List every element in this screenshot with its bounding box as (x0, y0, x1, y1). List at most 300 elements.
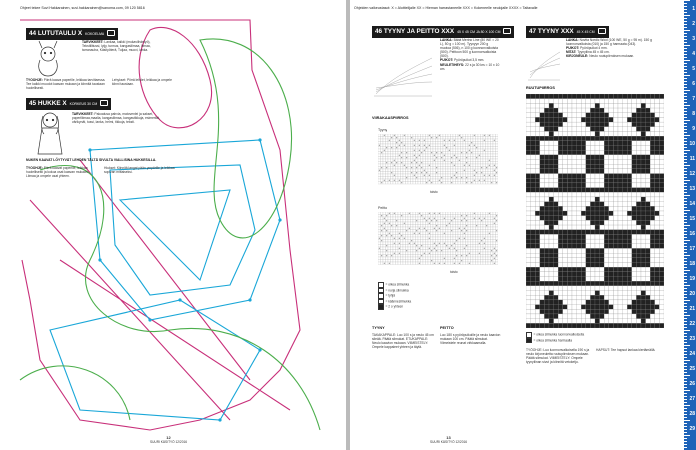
chart-cell (406, 227, 409, 230)
colorwork-cell (535, 183, 540, 188)
chart-cell (476, 247, 479, 250)
chart-cell (491, 242, 494, 245)
ruler-tick (684, 312, 687, 313)
chart-cell (436, 149, 439, 152)
colorwork-cell (590, 174, 595, 179)
colorwork-cell (531, 220, 536, 225)
chart-cell (478, 245, 481, 248)
chart-cell (471, 215, 474, 218)
chart-cell (421, 260, 424, 263)
chart-cell (448, 154, 451, 157)
colorwork-cell (618, 169, 623, 174)
chart-cell (463, 159, 466, 162)
chart-cell (413, 220, 416, 223)
chart-cell (396, 164, 399, 167)
colorwork-cell (641, 314, 646, 319)
colorwork-cell (581, 122, 586, 127)
chart-cell (461, 172, 464, 175)
chart-cell (403, 174, 406, 177)
ruler-tick (684, 414, 687, 415)
colorwork-cell (567, 136, 572, 141)
ruler-tick (684, 93, 687, 94)
colorwork-cell (535, 174, 540, 179)
colorwork-cell (659, 281, 664, 286)
chart-cell (468, 167, 471, 170)
chart-cell (448, 172, 451, 175)
colorwork-cell (613, 220, 618, 225)
colorwork-cell (544, 267, 549, 272)
colorwork-cell (595, 131, 600, 136)
chart-cell (461, 147, 464, 150)
colorwork-cell (641, 220, 646, 225)
colorwork-cell (540, 291, 545, 296)
chart-cell (438, 164, 441, 167)
chart-cell (481, 250, 484, 253)
chart-cell (488, 257, 491, 260)
chart-symbol (466, 177, 467, 178)
chart-cell (416, 154, 419, 157)
chart-cell (478, 225, 481, 228)
chart-cell (446, 262, 449, 265)
chart-cell (403, 232, 406, 235)
ruler-number: 21 (689, 306, 695, 312)
colorwork-cell (655, 117, 660, 122)
chart-cell (473, 167, 476, 170)
chart-cell (383, 242, 386, 245)
colorwork-cell (600, 319, 605, 324)
chart-symbol (429, 218, 430, 219)
colorwork-cell (558, 117, 563, 122)
ruler-tick (684, 300, 690, 301)
colorwork-cell (577, 319, 582, 324)
chart-cell (451, 240, 454, 243)
colorwork-cell (632, 248, 637, 253)
chart-cell (421, 262, 424, 265)
chart-cell (401, 154, 404, 157)
ruler-number: 20 (689, 291, 695, 297)
colorwork-cell (636, 197, 641, 202)
chart-cell (408, 177, 411, 180)
chart-cell (446, 157, 449, 160)
colorwork-cell (577, 267, 582, 272)
chart-cell (423, 235, 426, 238)
colorwork-cell (549, 323, 554, 328)
colorwork-cell (641, 99, 646, 104)
colorwork-cell (563, 267, 568, 272)
chart-symbol (399, 233, 400, 234)
colorwork-cell (563, 99, 568, 104)
chart-cell (471, 220, 474, 223)
colorwork-cell (544, 183, 549, 188)
chart-cell (453, 182, 456, 185)
colorwork-cell (627, 206, 632, 211)
chart-cell (386, 157, 389, 160)
chart-cell (478, 237, 481, 240)
chart-symbol (394, 253, 395, 254)
chart-cell (468, 227, 471, 230)
colorwork-cell (636, 230, 641, 235)
colorwork-cell (623, 248, 628, 253)
chart-cell (466, 250, 469, 253)
chart-cell (423, 220, 426, 223)
chart-cell (413, 212, 416, 215)
chart-symbol (481, 240, 482, 241)
chart-cell (458, 250, 461, 253)
chart-cell (403, 139, 406, 142)
chart-symbol (414, 175, 415, 176)
colorwork-cell (600, 253, 605, 258)
colorwork-cell (554, 248, 559, 253)
chart-symbol (444, 233, 445, 234)
chart-symbol (396, 225, 397, 226)
chart-cell (438, 260, 441, 263)
chart-symbol (401, 157, 402, 158)
chart-cell (458, 177, 461, 180)
colorwork-cell (567, 127, 572, 132)
colorwork-cell (627, 202, 632, 207)
colorwork-cell (632, 295, 637, 300)
colorwork-cell (618, 211, 623, 216)
colorwork-cell (590, 141, 595, 146)
chart-cell (481, 222, 484, 225)
item45-title: 45 HUKKE X (29, 100, 67, 107)
chart-cell (401, 137, 404, 140)
colorwork-cell (655, 253, 660, 258)
chart-cell (443, 179, 446, 182)
colorwork-cell (632, 253, 637, 258)
colorwork-cell (627, 197, 632, 202)
chart-cell (466, 242, 469, 245)
colorwork-cell (636, 253, 641, 258)
colorwork-cell (604, 216, 609, 221)
colorwork-cell (558, 230, 563, 235)
chart-cell (406, 147, 409, 150)
colorwork-cell (627, 248, 632, 253)
chart-cell (451, 139, 454, 142)
colorwork-cell (572, 108, 577, 113)
chart-symbol (479, 218, 480, 219)
colorwork-cell (544, 169, 549, 174)
colorwork-cell (554, 295, 559, 300)
colorwork-cell (600, 230, 605, 235)
chart-cell (446, 134, 449, 137)
colorwork-cell (577, 131, 582, 136)
colorwork-cell (590, 272, 595, 277)
colorwork-cell (540, 103, 545, 108)
chart-cell (396, 182, 399, 185)
colorwork-cell (526, 323, 531, 328)
colorwork-cell (549, 262, 554, 267)
colorwork-cell (540, 300, 545, 305)
colorwork-cell (590, 117, 595, 122)
colorwork-cell (563, 253, 568, 258)
chart-cell (421, 137, 424, 140)
chart-cell (418, 245, 421, 248)
chart-cell (418, 147, 421, 150)
colorwork-cell (526, 211, 531, 216)
chart-cell (393, 257, 396, 260)
chart-cell (448, 147, 451, 150)
colorwork-cell (641, 309, 646, 314)
ruler-number: 27 (689, 396, 695, 402)
ruler-tick (684, 57, 687, 58)
colorwork-cell (544, 113, 549, 118)
colorwork-cell (526, 286, 531, 291)
chart-cell (378, 262, 381, 265)
chart-cell (386, 159, 389, 162)
colorwork-cell (636, 174, 641, 179)
chart-symbol (474, 170, 475, 171)
chart-cell (441, 232, 444, 235)
ruler-number: 19 (689, 276, 695, 282)
colorwork-cell (646, 117, 651, 122)
chart-symbol (494, 263, 495, 264)
chart-cell (453, 177, 456, 180)
colorwork-cell (623, 145, 628, 150)
chart-cell (421, 142, 424, 145)
chart-cell (483, 154, 486, 157)
chart-cell (491, 262, 494, 265)
colorwork-cell (567, 253, 572, 258)
chart-cell (398, 250, 401, 253)
chart-cell (398, 227, 401, 230)
colorwork-cell (558, 113, 563, 118)
chart-cell (456, 242, 459, 245)
chart-cell (478, 139, 481, 142)
colorwork-cell (581, 131, 586, 136)
colorwork-cell (572, 197, 577, 202)
chart-cell (486, 137, 489, 140)
colorwork-cell (563, 300, 568, 305)
colorwork-cell (655, 258, 660, 263)
colorwork-cell (618, 234, 623, 239)
colorwork-cell (650, 188, 655, 193)
chart-cell (461, 139, 464, 142)
colorwork-cell (581, 272, 586, 277)
chart-cell (411, 134, 414, 137)
chart-cell (488, 147, 491, 150)
colorwork-cell (600, 277, 605, 282)
colorwork-cell (572, 192, 577, 197)
chart-cell (398, 217, 401, 220)
colorwork-cell (577, 309, 582, 314)
chart-symbol (491, 250, 492, 251)
colorwork-cell (641, 211, 646, 216)
colorwork-cell (567, 197, 572, 202)
chart-cell (481, 142, 484, 145)
chart-cell (471, 134, 474, 137)
chart-symbol (381, 240, 382, 241)
chart-cell (391, 149, 394, 152)
colorwork-cell (646, 239, 651, 244)
chart-cell (473, 149, 476, 152)
chart-symbol (456, 157, 457, 158)
chart-symbol (474, 145, 475, 146)
chart-cell (383, 147, 386, 150)
ruler-tick (684, 150, 690, 151)
colorwork-cell (650, 216, 655, 221)
chart-cell (418, 169, 421, 172)
colorwork-cell (577, 281, 582, 286)
chart-cell (453, 134, 456, 137)
chart-cell (466, 222, 469, 225)
chart-cell (403, 162, 406, 165)
colorwork-cell (641, 117, 646, 122)
colorwork-cell (581, 323, 586, 328)
chart-cell (406, 215, 409, 218)
colorwork-cell (590, 291, 595, 296)
colorwork-cell (567, 155, 572, 160)
chart-cell (378, 217, 381, 220)
colorwork-cell (577, 197, 582, 202)
chart-cell (448, 235, 451, 238)
chart-symbol (431, 250, 432, 251)
colorwork-cell (531, 291, 536, 296)
chart-cell (443, 240, 446, 243)
chart-cell (458, 144, 461, 147)
ruler-tick (684, 267, 687, 268)
chart-cell (481, 144, 484, 147)
chart-cell (468, 255, 471, 258)
colorwork-cell (540, 150, 545, 155)
colorwork-cell (531, 99, 536, 104)
colorwork-cell (554, 192, 559, 197)
colorwork-cell (526, 202, 531, 207)
chart-cell (436, 242, 439, 245)
colorwork-cell (554, 230, 559, 235)
chart-cell (433, 157, 436, 160)
colorwork-cell (595, 113, 600, 118)
chart-symbol (406, 152, 407, 153)
colorwork-cell (623, 234, 628, 239)
chart-cell (493, 172, 496, 175)
colorwork-cell (632, 178, 637, 183)
ruler-tick (684, 441, 687, 442)
chart-cell (388, 260, 391, 263)
chart-symbol (494, 170, 495, 171)
chart-cell (413, 164, 416, 167)
chart-cell (433, 240, 436, 243)
chart-symbol (476, 172, 477, 173)
colorwork-cell (641, 183, 646, 188)
colorwork-cell (627, 178, 632, 183)
colorwork-cell (581, 286, 586, 291)
chart-cell (486, 179, 489, 182)
chart-symbol (389, 233, 390, 234)
colorwork-cell (540, 178, 545, 183)
right-page-footer: 13 SUURI KÄSITYÖ 12/2016 (430, 435, 468, 444)
chart-symbol (426, 172, 427, 173)
colorwork-cell (659, 291, 664, 296)
ruler-tick (684, 69, 687, 70)
chart-cell (408, 252, 411, 255)
colorwork-cell (627, 211, 632, 216)
chart-cell (433, 144, 436, 147)
chart-cell (401, 134, 404, 137)
colorwork-cell (590, 197, 595, 202)
colorwork-cell (531, 253, 536, 258)
chart-cell (391, 212, 394, 215)
colorwork-cell (659, 309, 664, 314)
chart-cell (386, 232, 389, 235)
chart-cell (486, 152, 489, 155)
colorwork-cell (540, 164, 545, 169)
chart-cell (496, 152, 499, 155)
colorwork-cell (623, 300, 628, 305)
chart-cell (378, 215, 381, 218)
chart-symbol (436, 230, 437, 231)
colorwork-cell (558, 286, 563, 291)
chart-cell (416, 159, 419, 162)
chart-cell (438, 142, 441, 145)
chart-cell (416, 260, 419, 263)
colorwork-cell (659, 113, 664, 118)
colorwork-cell (595, 211, 600, 216)
colorwork-cell (655, 262, 660, 267)
chart-cell (463, 215, 466, 218)
colorwork-cell (526, 164, 531, 169)
chart-cell (426, 235, 429, 238)
colorwork-cell (613, 253, 618, 258)
chart-cell (423, 212, 426, 215)
chart-symbol (494, 175, 495, 176)
colorwork-cell (618, 258, 623, 263)
chart-cell (401, 149, 404, 152)
chart-cell (466, 252, 469, 255)
chart-cell (493, 167, 496, 170)
chart-cell (448, 217, 451, 220)
chart-cell (413, 245, 416, 248)
chart-cell (451, 144, 454, 147)
colorwork-cell (567, 178, 572, 183)
legend-entry (378, 304, 411, 310)
colorwork-cell (604, 305, 609, 310)
chart-cell (398, 230, 401, 233)
colorwork-cell (577, 164, 582, 169)
page-ruler (684, 0, 696, 450)
chart-cell (458, 240, 461, 243)
colorwork-cell (563, 103, 568, 108)
chart-symbol (486, 167, 487, 168)
chart-cell (421, 134, 424, 137)
chart-cell (396, 177, 399, 180)
ruler-tick (684, 411, 687, 412)
chart-cell (383, 255, 386, 258)
chart-symbol (401, 182, 402, 183)
colorwork-cell (567, 277, 572, 282)
chart-cell (393, 152, 396, 155)
colorwork-cell (618, 262, 623, 267)
ruler-tick (684, 111, 687, 112)
chart-cell (426, 159, 429, 162)
colorwork-cell (659, 197, 664, 202)
chart-cell (406, 212, 409, 215)
colorwork-cell (590, 267, 595, 272)
chart-cell (496, 164, 499, 167)
chart-cell (471, 260, 474, 263)
chart-cell (466, 217, 469, 220)
colorwork-cell (646, 258, 651, 263)
chart-cell (478, 164, 481, 167)
chart-cell (433, 220, 436, 223)
chart-cell (448, 212, 451, 215)
colorwork-cell (595, 319, 600, 324)
chart-cell (473, 255, 476, 258)
chart-cell (473, 235, 476, 238)
chart-symbol (394, 243, 395, 244)
chart-symbol (494, 258, 495, 259)
colorwork-cell (655, 99, 660, 104)
